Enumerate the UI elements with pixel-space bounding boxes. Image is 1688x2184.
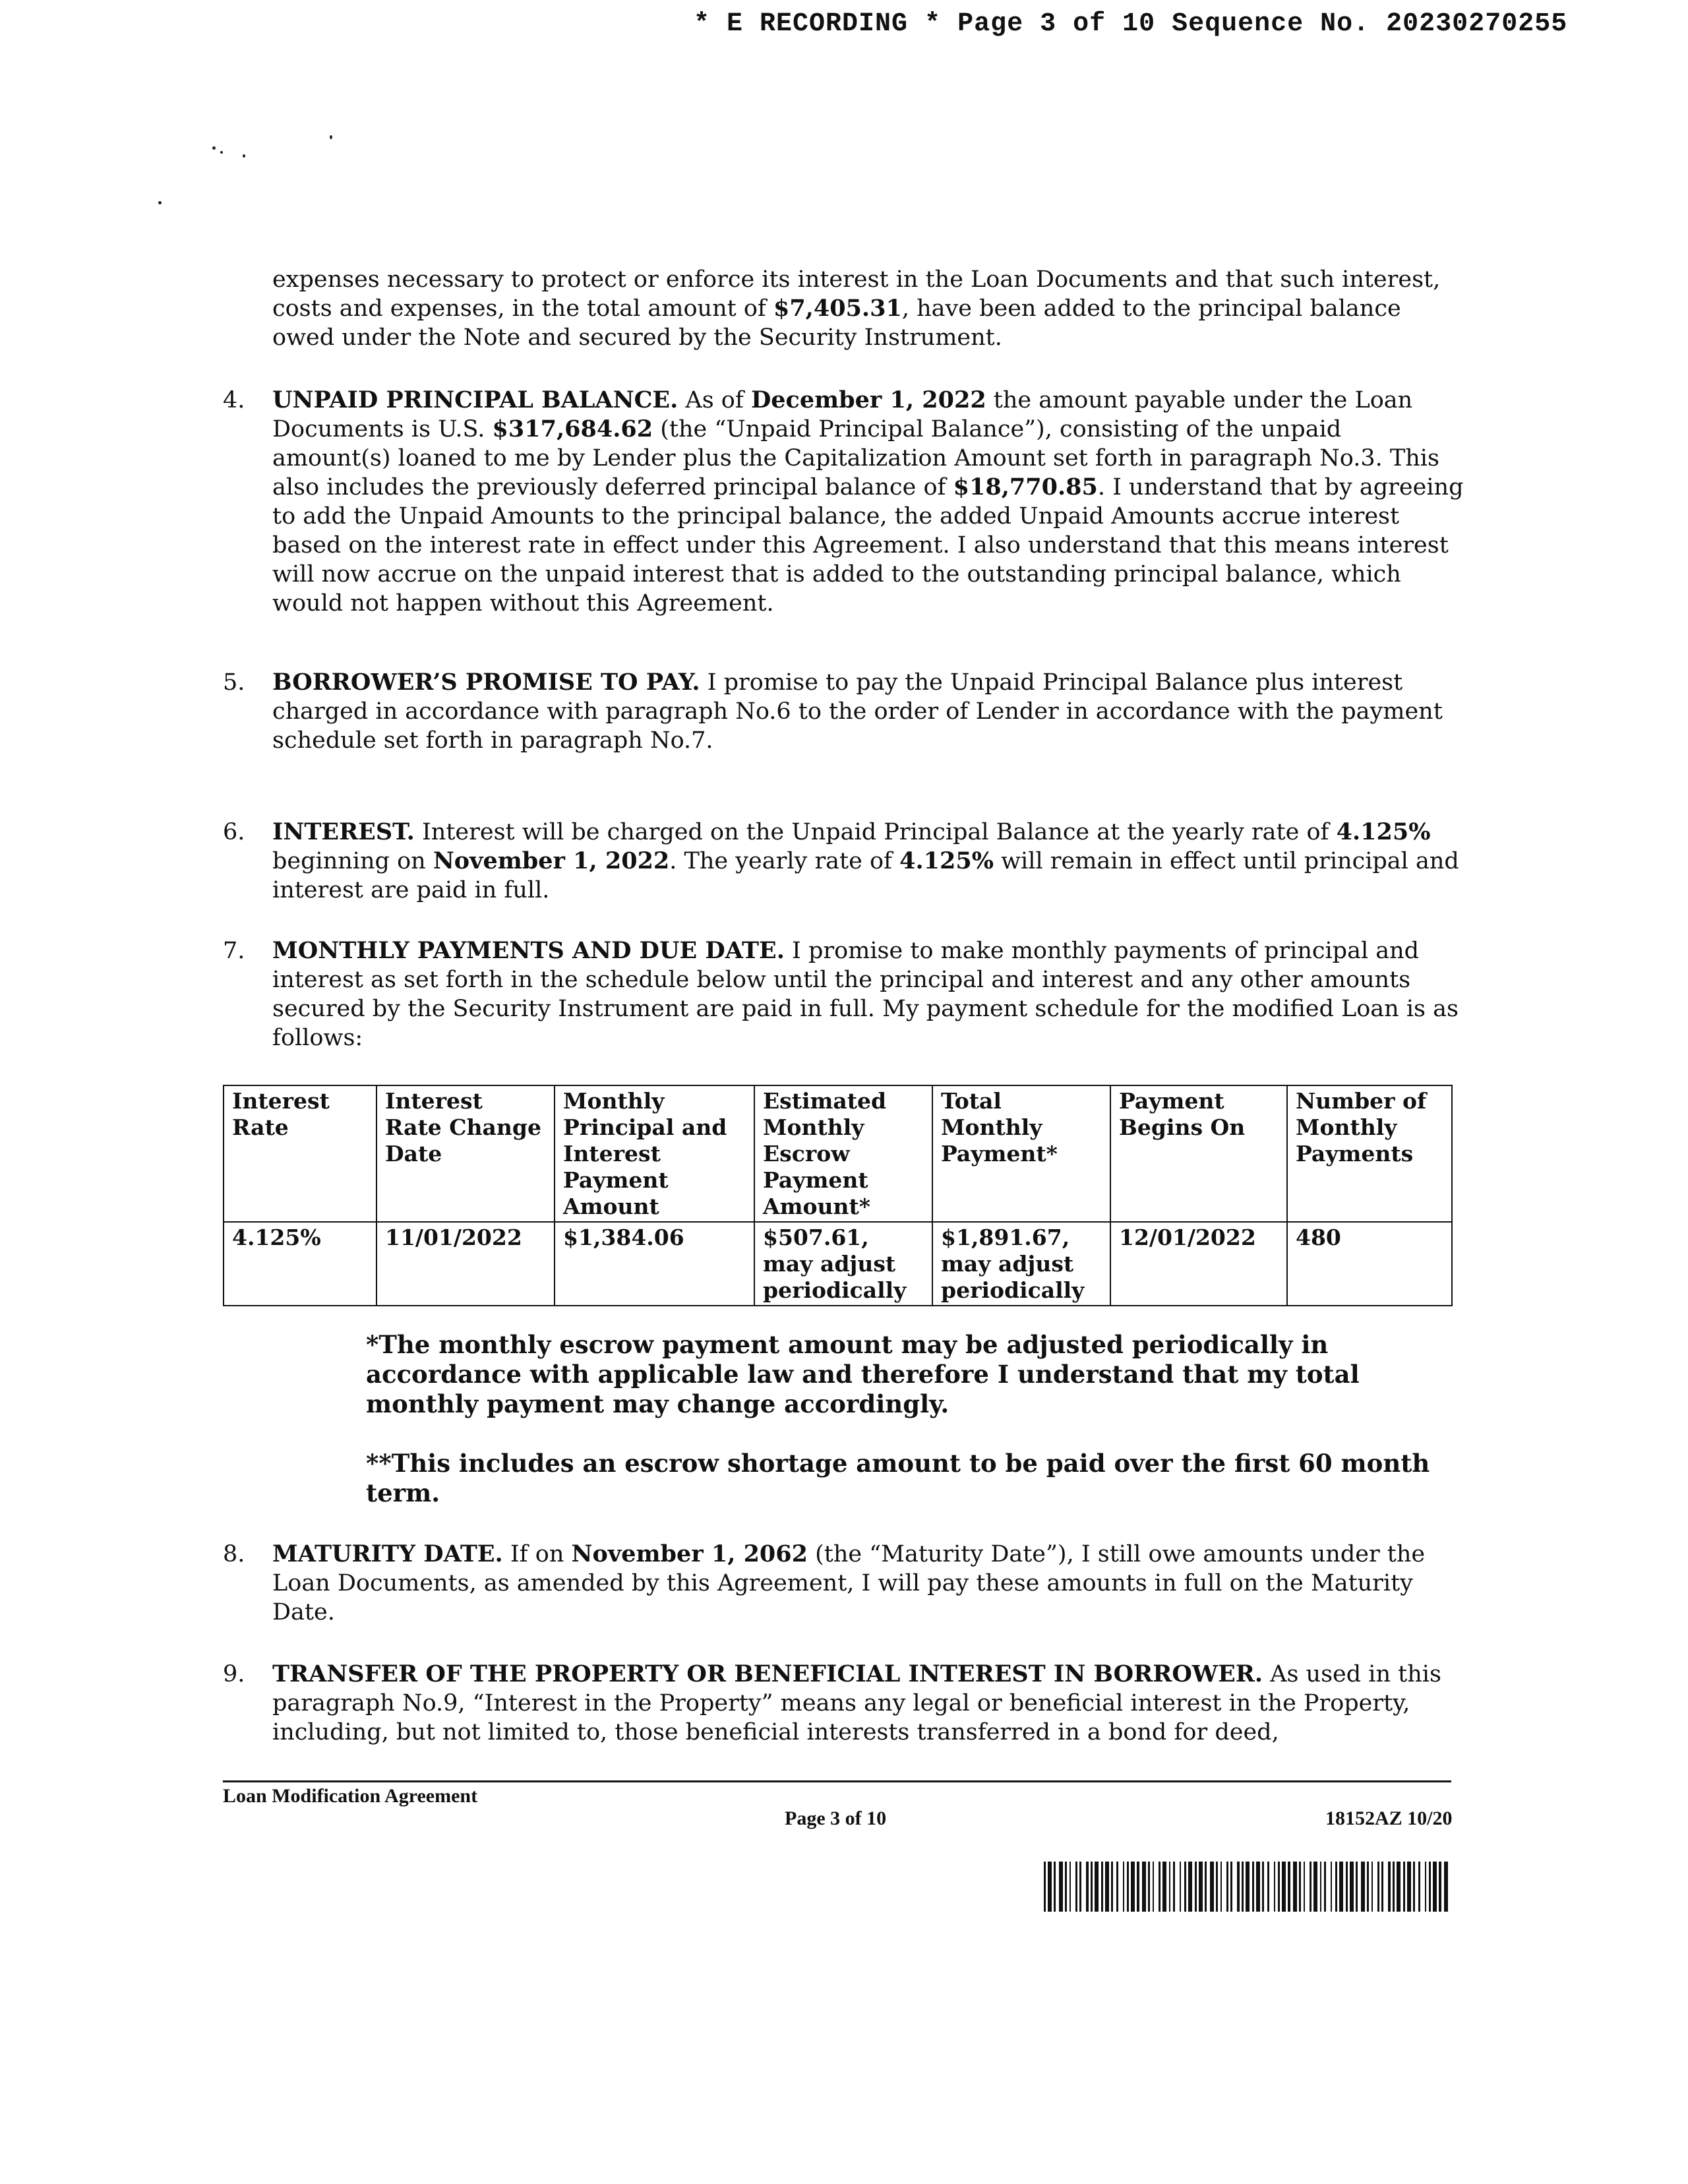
interest-rate-repeat: 4.125% bbox=[899, 847, 994, 874]
section-number: 6. bbox=[223, 819, 245, 845]
barcode-bar bbox=[1425, 1862, 1426, 1912]
footer-divider bbox=[223, 1780, 1451, 1782]
barcode-bar bbox=[1148, 1862, 1150, 1912]
barcode-bar bbox=[1335, 1862, 1337, 1912]
barcode-bar bbox=[1299, 1862, 1301, 1912]
shortage-note: **This includes an escrow shortage amount to be paid over the first 60 month term. bbox=[366, 1449, 1430, 1507]
barcode-bar bbox=[1070, 1862, 1071, 1912]
table-header-row bbox=[224, 1085, 1452, 1222]
barcode-bar bbox=[1429, 1862, 1431, 1912]
section-text: I promise to pay the Unpaid Principal Balance plus interest charged in accordance with paragraph No.6 to the order of Lender in accordance with the payment schedule set forth in paragraph No.7. bbox=[272, 669, 1443, 754]
barcode-bar bbox=[1226, 1862, 1228, 1912]
column-header: Total Monthly Payment* bbox=[932, 1085, 1110, 1222]
interest-rate: 4.125% bbox=[1336, 818, 1431, 845]
barcode-bar bbox=[1199, 1862, 1203, 1912]
scan-speck bbox=[330, 135, 332, 139]
column-header: Estimated Monthly Escrow Payment Amount* bbox=[754, 1085, 932, 1222]
recording-stamp: * E RECORDING * Page 3 of 10 Sequence No. 20230270255 bbox=[694, 9, 1568, 39]
barcode-bar bbox=[1153, 1862, 1154, 1912]
table-cell: $1,891.67, may adjust periodically bbox=[932, 1222, 1110, 1306]
section-number: 8. bbox=[223, 1541, 245, 1567]
barcode-bar bbox=[1407, 1862, 1411, 1912]
barcode-bar bbox=[1059, 1862, 1063, 1912]
footer-doc-title: Loan Modification Agreement bbox=[223, 1785, 478, 1807]
section-heading: TRANSFER OF THE PROPERTY OR BENEFICIAL INTEREST IN BORROWER. bbox=[272, 1660, 1263, 1687]
table-row bbox=[224, 1222, 1452, 1306]
barcode-bar bbox=[1210, 1862, 1214, 1912]
section-heading: MATURITY DATE. bbox=[272, 1540, 503, 1567]
barcode-bar bbox=[1372, 1862, 1373, 1912]
column-header: Interest Rate bbox=[224, 1085, 377, 1222]
barcode-bar bbox=[1044, 1862, 1046, 1912]
column-header: Number of Monthly Payments bbox=[1287, 1085, 1452, 1222]
section-body bbox=[272, 936, 1466, 1052]
scan-speck bbox=[158, 201, 162, 204]
barcode-bar bbox=[1433, 1862, 1437, 1912]
scan-speck bbox=[220, 151, 223, 154]
barcode-bar bbox=[1282, 1862, 1286, 1912]
barcode-bar bbox=[1267, 1862, 1269, 1912]
column-header: Monthly Principal and Interest Payment Amount bbox=[555, 1085, 754, 1222]
barcode-bar bbox=[1111, 1862, 1113, 1912]
barcode-bar bbox=[1252, 1862, 1254, 1912]
barcode-bar bbox=[1256, 1862, 1260, 1912]
section-text: (the “Unpaid Principal Balance”), consisting of the unpaid amount(s) loaned to me by Lender plus the Capitalization Amount set forth in paragraph No.3. This also includes the previously deferred principal balance of bbox=[272, 416, 1439, 501]
section-text: will remain in effect until principal and interest are paid in full. bbox=[272, 848, 1459, 903]
section-text: beginning on bbox=[272, 848, 433, 874]
capitalization-amount: $7,405.31 bbox=[773, 295, 902, 322]
barcode-bar bbox=[1142, 1862, 1146, 1912]
continuation-paragraph bbox=[272, 265, 1459, 352]
barcode-bar bbox=[1278, 1862, 1280, 1912]
barcode-bar bbox=[1169, 1862, 1170, 1912]
section-body bbox=[272, 1660, 1466, 1747]
section-number: 5. bbox=[223, 669, 245, 696]
barcode-bar bbox=[1091, 1862, 1093, 1912]
barcode-bar bbox=[1188, 1862, 1192, 1912]
barcode-bar bbox=[1339, 1862, 1343, 1912]
barcode-bar bbox=[1320, 1862, 1321, 1912]
barcode-bar bbox=[1388, 1862, 1391, 1912]
barcode-bar bbox=[1439, 1862, 1441, 1912]
section-text: the amount payable under the Loan Documents is U.S. bbox=[272, 387, 1413, 442]
barcode-bar bbox=[1304, 1862, 1305, 1912]
table-cell: $1,384.06 bbox=[555, 1222, 754, 1306]
barcode-bar bbox=[1237, 1862, 1240, 1912]
section-heading: MONTHLY PAYMENTS AND DUE DATE. bbox=[272, 937, 785, 964]
section-heading: UNPAID PRINCIPAL BALANCE. bbox=[272, 386, 678, 413]
balance-date: December 1, 2022 bbox=[750, 386, 986, 413]
barcode-bar bbox=[1377, 1862, 1379, 1912]
section-text: I promise to make monthly payments of principal and interest as set forth in the schedule below until the principal and interest and any other amounts secured by the Security Instrument are paid in full. My payment schedule for the modified Loan is as follows: bbox=[272, 938, 1459, 1051]
escrow-note: *The monthly escrow payment amount may be adjusted periodically in accordance with applicable law and therefore I understand that my total monthly payment may change accordingly. bbox=[366, 1330, 1360, 1418]
document-barcode bbox=[1044, 1862, 1453, 1912]
barcode-bar bbox=[1180, 1862, 1181, 1912]
payment-schedule-table bbox=[223, 1085, 1453, 1306]
barcode-bar bbox=[1413, 1862, 1415, 1912]
barcode-bar bbox=[1242, 1862, 1244, 1912]
barcode-bar bbox=[1079, 1862, 1081, 1912]
barcode-bar bbox=[1444, 1862, 1448, 1912]
barcode-bar bbox=[1262, 1862, 1264, 1912]
column-header: Interest Rate Change Date bbox=[377, 1085, 555, 1222]
barcode-bar bbox=[1361, 1862, 1365, 1912]
section-body bbox=[272, 668, 1466, 755]
section-heading: INTEREST. bbox=[272, 818, 415, 845]
barcode-bar bbox=[1346, 1862, 1348, 1912]
maturity-date: November 1, 2062 bbox=[571, 1540, 808, 1567]
barcode-bar bbox=[1127, 1862, 1129, 1912]
barcode-bar bbox=[1230, 1862, 1232, 1912]
section-text: . I understand that by agreeing to add the Unpaid Amounts to the principal balance, the added Unpaid Amounts accrue interest based on the interest rate in effect under this Agreement. I also understand that this means interest will now accrue on the unpaid interest that is added to the outstanding principal balance, which would not happen without this Agreement. bbox=[272, 474, 1464, 617]
barcode-bar bbox=[1123, 1862, 1124, 1912]
barcode-bar bbox=[1350, 1862, 1354, 1912]
section-number: 4. bbox=[223, 387, 245, 413]
barcode-bar bbox=[1221, 1862, 1222, 1912]
section-text: As used in this paragraph No.9, “Interest in the Property” means any legal or beneficial interest in the Property, including, but not limited to, those beneficial interests transferred in a bond for deed, bbox=[272, 1661, 1441, 1745]
section-body bbox=[272, 1540, 1466, 1627]
barcode-bar bbox=[1418, 1862, 1420, 1912]
section-text: . The yearly rate of bbox=[669, 848, 900, 874]
footer-page-number: Page 3 of 10 bbox=[785, 1807, 887, 1829]
barcode-bar bbox=[1288, 1862, 1290, 1912]
barcode-bar bbox=[1065, 1862, 1067, 1912]
barcode-bar bbox=[1131, 1862, 1135, 1912]
table-cell: 4.125% bbox=[224, 1222, 377, 1306]
unpaid-principal-amount: $317,684.62 bbox=[492, 415, 653, 442]
barcode-bar bbox=[1101, 1862, 1103, 1912]
section-text: (the “Maturity Date”), I still owe amounts under the Loan Documents, as amended by this Agreement, I will pay these amounts in full on the Maturity Date. bbox=[272, 1541, 1426, 1625]
barcode-bar bbox=[1086, 1862, 1089, 1912]
barcode-bar bbox=[1293, 1862, 1297, 1912]
section-number: 9. bbox=[223, 1661, 245, 1687]
barcode-bar bbox=[1048, 1862, 1052, 1912]
table-cell: $507.61, may adjust periodically bbox=[754, 1222, 932, 1306]
table-cell: 480 bbox=[1287, 1222, 1452, 1306]
interest-start-date: November 1, 2022 bbox=[433, 847, 670, 874]
barcode-bar bbox=[1162, 1862, 1166, 1912]
barcode-bar bbox=[1403, 1862, 1405, 1912]
barcode-bar bbox=[1216, 1862, 1218, 1912]
barcode-bar bbox=[1075, 1862, 1077, 1912]
barcode-bar bbox=[1381, 1862, 1383, 1912]
barcode-bar bbox=[1397, 1862, 1401, 1912]
barcode-bar bbox=[1173, 1862, 1175, 1912]
barcode-bar bbox=[1324, 1862, 1326, 1912]
barcode-bar bbox=[1054, 1862, 1056, 1912]
section-heading: BORROWER’S PROMISE TO PAY. bbox=[272, 669, 700, 696]
table-cell: 12/01/2022 bbox=[1110, 1222, 1287, 1306]
barcode-bar bbox=[1184, 1862, 1186, 1912]
barcode-bar bbox=[1095, 1862, 1099, 1912]
barcode-bar bbox=[1356, 1862, 1358, 1912]
section-number: 7. bbox=[223, 938, 245, 964]
barcode-bar bbox=[1310, 1862, 1311, 1912]
barcode-bar bbox=[1367, 1862, 1369, 1912]
column-header: Payment Begins On bbox=[1110, 1085, 1287, 1222]
section-text: Interest will be charged on the Unpaid Principal Balance at the yearly rate of bbox=[414, 819, 1337, 845]
barcode-bar bbox=[1137, 1862, 1139, 1912]
section-body bbox=[272, 386, 1466, 618]
footer-form-code: 18152AZ 10/20 bbox=[1325, 1807, 1453, 1829]
barcode-bar bbox=[1246, 1862, 1250, 1912]
barcode-bar bbox=[1393, 1862, 1395, 1912]
scan-speck bbox=[212, 146, 216, 150]
deferred-balance-amount: $18,770.85 bbox=[953, 473, 1098, 501]
barcode-bar bbox=[1313, 1862, 1317, 1912]
barcode-bar bbox=[1116, 1862, 1118, 1912]
table-cell: 11/01/2022 bbox=[377, 1222, 555, 1306]
section-text: If on bbox=[502, 1541, 572, 1567]
continuation-text-before: expenses necessary to protect or enforce its interest in the Loan Documents and that such interest, costs and expenses, in the total amount of bbox=[272, 266, 1441, 322]
section-text: As of bbox=[678, 387, 751, 413]
section-body bbox=[272, 818, 1466, 905]
scan-speck bbox=[243, 154, 245, 158]
barcode-bar bbox=[1331, 1862, 1332, 1912]
barcode-bar bbox=[1105, 1862, 1109, 1912]
barcode-bar bbox=[1205, 1862, 1207, 1912]
barcode-bar bbox=[1159, 1862, 1160, 1912]
continuation-text-after: , have been added to the principal balance owed under the Note and secured by the Security Instrument. bbox=[272, 295, 1401, 351]
barcode-bar bbox=[1195, 1862, 1197, 1912]
barcode-bar bbox=[1274, 1862, 1275, 1912]
